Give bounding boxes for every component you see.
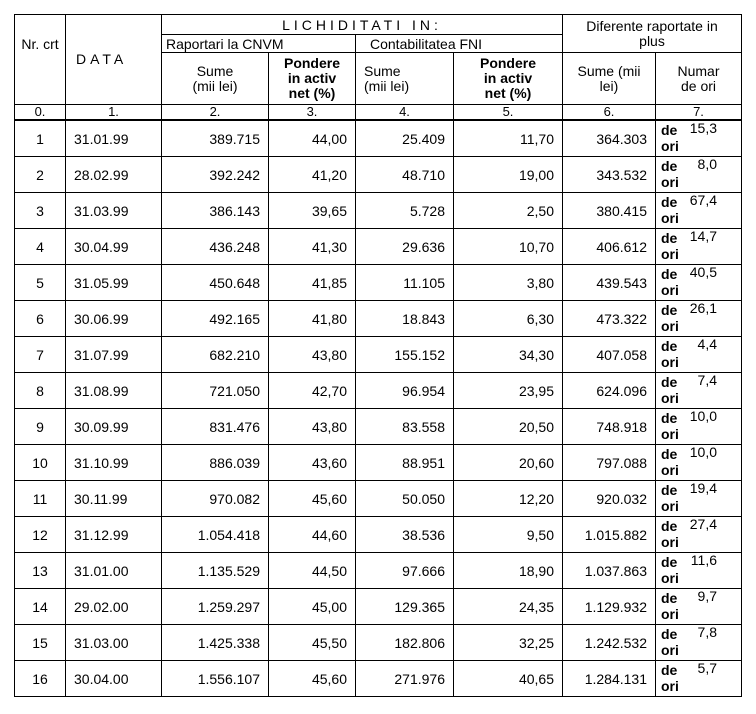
row-fni-sume: 25.409: [356, 120, 454, 157]
de-label: de: [661, 446, 678, 462]
row-date: 30.09.99: [66, 409, 162, 445]
row-numar-ori: [656, 445, 742, 481]
ori-label: ori: [661, 390, 679, 406]
de-label: de: [661, 626, 678, 642]
row-cnvm-sume: 1.054.418: [162, 517, 269, 553]
row-fni-pondere: 20,50: [454, 409, 563, 445]
row-nr: 16: [15, 661, 66, 697]
table-row: [15, 553, 742, 589]
row-dif-sume: 748.918: [563, 409, 656, 445]
row-numar-ori: [656, 193, 742, 229]
row-cnvm-pondere: 43,80: [269, 409, 356, 445]
header-contabilitatea-fni: Contabilitatea FNI: [356, 35, 563, 53]
row-date: 31.01.99: [66, 120, 162, 157]
row-fni-pondere: 34,30: [454, 337, 563, 373]
table-row: [15, 661, 742, 697]
row-cnvm-pondere: 45,60: [269, 661, 356, 697]
table-row: [15, 193, 742, 229]
row-date: 31.10.99: [66, 445, 162, 481]
times-value: 10,0: [689, 408, 717, 424]
row-dif-sume: 1.242.532: [563, 625, 656, 661]
row-fni-pondere: 20,60: [454, 445, 563, 481]
row-dif-sume: 1.015.882: [563, 517, 656, 553]
header-cnvm-sume: Sume (mii lei): [162, 53, 269, 105]
row-numar-ori: [656, 553, 742, 589]
row-date: 30.06.99: [66, 301, 162, 337]
row-dif-sume: 920.032: [563, 481, 656, 517]
row-date: 31.03.99: [66, 193, 162, 229]
row-dif-sume: 364.303: [563, 120, 656, 157]
de-label: de: [661, 302, 678, 318]
row-date: 31.03.00: [66, 625, 162, 661]
row-cnvm-pondere: 41,20: [269, 157, 356, 193]
row-cnvm-sume: 682.210: [162, 337, 269, 373]
row-dif-sume: 343.532: [563, 157, 656, 193]
row-fni-sume: 29.636: [356, 229, 454, 265]
row-fni-pondere: 23,95: [454, 373, 563, 409]
index-cell: 0.: [15, 105, 66, 121]
row-fni-sume: 182.806: [356, 625, 454, 661]
times-value: 5,7: [697, 660, 717, 676]
row-cnvm-sume: 386.143: [162, 193, 269, 229]
row-dif-sume: 473.322: [563, 301, 656, 337]
ori-label: ori: [661, 318, 679, 334]
times-value: 15,3: [689, 120, 717, 136]
row-nr: 3: [15, 193, 66, 229]
row-nr: 8: [15, 373, 66, 409]
row-fni-pondere: 2,50: [454, 193, 563, 229]
row-cnvm-sume: 436.248: [162, 229, 269, 265]
header-nr-crt: Nr. crt: [15, 15, 66, 105]
de-label: de: [661, 410, 678, 426]
index-cell: 6.: [563, 105, 656, 121]
index-cell: 2.: [162, 105, 269, 121]
row-dif-sume: 439.543: [563, 265, 656, 301]
row-numar-ori: [656, 229, 742, 265]
table-row: [15, 625, 742, 661]
row-cnvm-sume: 392.242: [162, 157, 269, 193]
index-cell: 7.: [656, 105, 742, 121]
de-label: de: [661, 374, 678, 390]
row-nr: 7: [15, 337, 66, 373]
row-cnvm-sume: 1.135.529: [162, 553, 269, 589]
row-nr: 9: [15, 409, 66, 445]
times-value: 7,4: [697, 372, 717, 388]
row-date: 31.12.99: [66, 517, 162, 553]
table-row: [15, 265, 742, 301]
de-label: de: [661, 662, 678, 678]
row-fni-pondere: 12,20: [454, 481, 563, 517]
row-fni-pondere: 24,35: [454, 589, 563, 625]
row-nr: 15: [15, 625, 66, 661]
row-fni-pondere: 18,90: [454, 553, 563, 589]
row-fni-sume: 83.558: [356, 409, 454, 445]
times-value: 4,4: [697, 336, 717, 352]
table-row: [15, 229, 742, 265]
de-label: de: [661, 266, 678, 282]
table-row: [15, 373, 742, 409]
row-cnvm-pondere: 41,30: [269, 229, 356, 265]
times-value: 67,4: [689, 192, 717, 208]
header-dif-sume: Sume (mii lei): [563, 53, 656, 105]
row-numar-ori: [656, 301, 742, 337]
row-numar-ori: [656, 517, 742, 553]
row-date: 30.11.99: [66, 481, 162, 517]
index-cell: 4.: [356, 105, 454, 121]
header-numar-ori: Numar de ori: [656, 53, 742, 105]
table-row: [15, 481, 742, 517]
ori-label: ori: [661, 210, 679, 226]
times-value: 19,4: [689, 480, 717, 496]
row-fni-sume: 96.954: [356, 373, 454, 409]
row-cnvm-pondere: 44,00: [269, 120, 356, 157]
times-value: 10,0: [689, 444, 717, 460]
row-nr: 10: [15, 445, 66, 481]
row-cnvm-pondere: 43,60: [269, 445, 356, 481]
row-dif-sume: 797.088: [563, 445, 656, 481]
row-dif-sume: 1.037.863: [563, 553, 656, 589]
table-row: [15, 589, 742, 625]
ori-label: ori: [661, 534, 679, 550]
row-date: 30.04.00: [66, 661, 162, 697]
row-nr: 2: [15, 157, 66, 193]
index-row: [15, 105, 742, 121]
row-fni-pondere: 9,50: [454, 517, 563, 553]
ori-label: ori: [661, 678, 679, 694]
row-date: 29.02.00: [66, 589, 162, 625]
row-cnvm-pondere: 45,60: [269, 481, 356, 517]
row-fni-sume: 50.050: [356, 481, 454, 517]
times-value: 26,1: [689, 300, 717, 316]
row-fni-sume: 88.951: [356, 445, 454, 481]
header-lichiditati: LICHIDITATI IN:: [162, 15, 563, 35]
row-fni-sume: 11.105: [356, 265, 454, 301]
row-cnvm-sume: 970.082: [162, 481, 269, 517]
row-nr: 13: [15, 553, 66, 589]
times-value: 27,4: [689, 516, 717, 532]
row-date: 31.08.99: [66, 373, 162, 409]
row-fni-sume: 271.976: [356, 661, 454, 697]
ori-label: ori: [661, 354, 679, 370]
de-label: de: [661, 590, 678, 606]
row-cnvm-pondere: 44,60: [269, 517, 356, 553]
row-cnvm-pondere: 45,00: [269, 589, 356, 625]
row-cnvm-pondere: 43,80: [269, 337, 356, 373]
row-numar-ori: [656, 373, 742, 409]
row-cnvm-sume: 492.165: [162, 301, 269, 337]
row-numar-ori: [656, 481, 742, 517]
ori-label: ori: [661, 246, 679, 262]
row-cnvm-sume: 886.039: [162, 445, 269, 481]
times-value: 11,6: [690, 552, 717, 568]
row-cnvm-pondere: 42,70: [269, 373, 356, 409]
ori-label: ori: [661, 138, 679, 154]
table-row: [15, 445, 742, 481]
row-nr: 4: [15, 229, 66, 265]
header-cnvm-pondere: Pondere in activ net (%): [269, 53, 356, 105]
row-fni-sume: 48.710: [356, 157, 454, 193]
row-nr: 14: [15, 589, 66, 625]
ori-label: ori: [661, 606, 679, 622]
document-page: [14, 14, 742, 697]
row-dif-sume: 624.096: [563, 373, 656, 409]
table-row: [15, 337, 742, 373]
row-dif-sume: 407.058: [563, 337, 656, 373]
de-label: de: [661, 158, 678, 174]
row-fni-pondere: 32,25: [454, 625, 563, 661]
row-numar-ori: [656, 265, 742, 301]
row-dif-sume: 406.612: [563, 229, 656, 265]
times-value: 40,5: [689, 264, 717, 280]
row-date: 31.01.00: [66, 553, 162, 589]
row-numar-ori: [656, 661, 742, 697]
row-cnvm-pondere: 39,65: [269, 193, 356, 229]
table-row: [15, 301, 742, 337]
de-label: de: [661, 554, 678, 570]
row-nr: 6: [15, 301, 66, 337]
row-fni-pondere: 6,30: [454, 301, 563, 337]
row-cnvm-sume: 831.476: [162, 409, 269, 445]
table-body: [15, 120, 742, 697]
de-label: de: [661, 482, 678, 498]
row-cnvm-sume: 1.556.107: [162, 661, 269, 697]
row-fni-sume: 38.536: [356, 517, 454, 553]
table-row: [15, 409, 742, 445]
row-fni-pondere: 3,80: [454, 265, 563, 301]
row-dif-sume: 1.284.131: [563, 661, 656, 697]
ori-label: ori: [661, 174, 679, 190]
index-cell: 1.: [66, 105, 162, 121]
row-fni-pondere: 11,70: [454, 120, 563, 157]
row-cnvm-sume: 389.715: [162, 120, 269, 157]
row-dif-sume: 380.415: [563, 193, 656, 229]
row-fni-pondere: 19,00: [454, 157, 563, 193]
header-data: DATA: [66, 15, 162, 105]
header-fni-pondere: Pondere in activ net (%): [454, 53, 563, 105]
row-date: 30.04.99: [66, 229, 162, 265]
row-cnvm-pondere: 41,85: [269, 265, 356, 301]
ori-label: ori: [661, 570, 679, 586]
index-cell: 3.: [269, 105, 356, 121]
de-label: de: [661, 230, 678, 246]
row-date: 28.02.99: [66, 157, 162, 193]
times-value: 9,7: [697, 588, 717, 604]
de-label: de: [661, 194, 678, 210]
row-numar-ori: [656, 337, 742, 373]
row-cnvm-sume: 1.425.338: [162, 625, 269, 661]
row-numar-ori: [656, 625, 742, 661]
row-cnvm-sume: 450.648: [162, 265, 269, 301]
row-numar-ori: [656, 409, 742, 445]
row-numar-ori: [656, 157, 742, 193]
row-nr: 5: [15, 265, 66, 301]
times-value: 14,7: [689, 228, 717, 244]
row-date: 31.07.99: [66, 337, 162, 373]
times-value: 8,0: [697, 156, 717, 172]
row-cnvm-pondere: 41,80: [269, 301, 356, 337]
row-fni-sume: 155.152: [356, 337, 454, 373]
liquidity-table: [14, 14, 742, 697]
ori-label: ori: [661, 426, 679, 442]
ori-label: ori: [661, 462, 679, 478]
header-raportari-cnvm: Raportari la CNVM: [162, 35, 356, 53]
row-numar-ori: [656, 120, 742, 157]
de-label: de: [661, 518, 678, 534]
row-cnvm-pondere: 44,50: [269, 553, 356, 589]
index-cell: 5.: [454, 105, 563, 121]
row-nr: 12: [15, 517, 66, 553]
de-label: de: [661, 338, 678, 354]
table-row: [15, 120, 742, 157]
row-numar-ori: [656, 589, 742, 625]
row-date: 31.05.99: [66, 265, 162, 301]
row-cnvm-pondere: 45,50: [269, 625, 356, 661]
table-row: [15, 157, 742, 193]
row-fni-pondere: 10,70: [454, 229, 563, 265]
header-fni-sume: Sume (mii lei): [356, 53, 454, 105]
row-fni-sume: 129.365: [356, 589, 454, 625]
row-cnvm-sume: 1.259.297: [162, 589, 269, 625]
row-cnvm-sume: 721.050: [162, 373, 269, 409]
row-dif-sume: 1.129.932: [563, 589, 656, 625]
ori-label: ori: [661, 282, 679, 298]
table-row: [15, 517, 742, 553]
row-fni-pondere: 40,65: [454, 661, 563, 697]
ori-label: ori: [661, 642, 679, 658]
row-nr: 11: [15, 481, 66, 517]
row-fni-sume: 97.666: [356, 553, 454, 589]
row-nr: 1: [15, 120, 66, 157]
times-value: 7,8: [697, 624, 717, 640]
header-diferente: Diferente raportate in plus: [563, 15, 742, 53]
row-fni-sume: 18.843: [356, 301, 454, 337]
ori-label: ori: [661, 498, 679, 514]
de-label: de: [661, 122, 678, 138]
row-fni-sume: 5.728: [356, 193, 454, 229]
